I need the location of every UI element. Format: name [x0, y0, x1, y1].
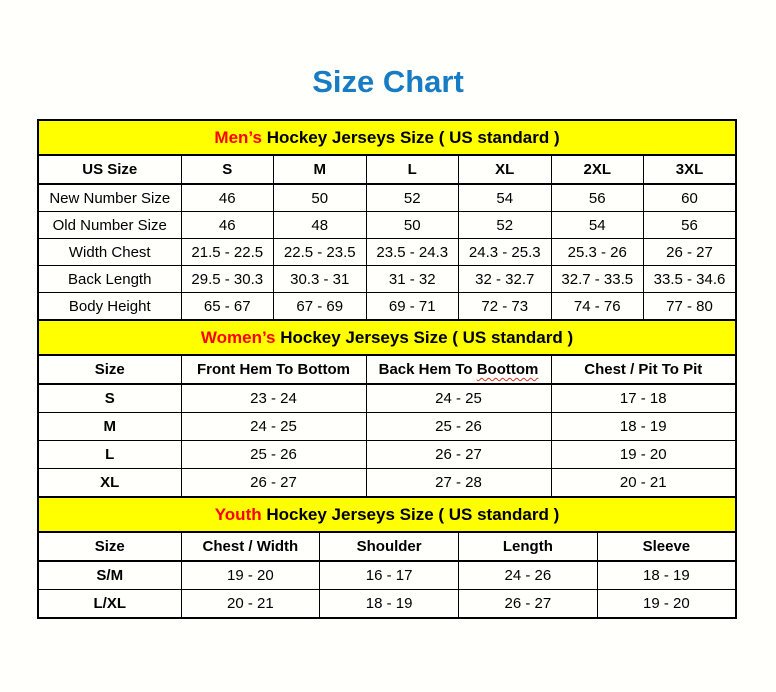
column-header: Chest / Width	[181, 532, 320, 561]
size-value-cell: 25 - 26	[181, 441, 366, 469]
size-value-cell: 54	[551, 212, 644, 239]
row-label: L/XL	[38, 590, 181, 619]
table-row	[38, 239, 736, 266]
size-value-cell: 26 - 27	[644, 239, 737, 266]
size-value-cell: 24.3 - 25.3	[459, 239, 552, 266]
size-value-cell: 50	[274, 184, 367, 212]
size-value-cell: 46	[181, 212, 274, 239]
mens-section-header	[38, 120, 736, 155]
row-label: New Number Size	[38, 184, 181, 212]
table-row	[38, 266, 736, 293]
table-row	[38, 293, 736, 321]
row-label: S	[38, 384, 181, 413]
table-row	[38, 384, 736, 413]
womens-column-header-row	[38, 355, 736, 384]
size-value-cell: 19 - 20	[597, 590, 736, 619]
size-value-cell: 30.3 - 31	[274, 266, 367, 293]
size-value-cell: 16 - 17	[320, 561, 459, 590]
youth-section-header-row	[38, 497, 736, 532]
size-value-cell: 25 - 26	[366, 413, 551, 441]
mens-section-header-row	[38, 120, 736, 155]
size-value-cell: 74 - 76	[551, 293, 644, 321]
column-header: Shoulder	[320, 532, 459, 561]
row-label: XL	[38, 469, 181, 498]
row-label: Back Length	[38, 266, 181, 293]
size-value-cell: 21.5 - 22.5	[181, 239, 274, 266]
youth-section-heading: Hockey Jerseys Size ( US standard )	[266, 504, 560, 524]
misspelled-word: Boottom	[476, 361, 539, 378]
size-value-cell: 26 - 27	[459, 590, 598, 619]
row-label: M	[38, 413, 181, 441]
size-value-cell: 32.7 - 33.5	[551, 266, 644, 293]
womens-size-table	[37, 319, 737, 498]
mens-section-label: Men’s	[214, 127, 262, 147]
womens-section-header	[38, 320, 736, 355]
size-value-cell: 24 - 25	[181, 413, 366, 441]
size-chart	[37, 119, 735, 619]
row-label: Old Number Size	[38, 212, 181, 239]
mens-column-header-row	[38, 155, 736, 184]
size-value-cell: 56	[551, 184, 644, 212]
womens-section-label: Women’s	[200, 327, 276, 347]
size-value-cell: 26 - 27	[366, 441, 551, 469]
column-header: Length	[459, 532, 598, 561]
column-header-text: Back Hem To	[378, 361, 473, 378]
womens-section-heading: Hockey Jerseys Size ( US standard )	[280, 327, 574, 347]
womens-section-header-row	[38, 320, 736, 355]
mens-size-table	[37, 119, 737, 321]
size-value-cell: 56	[644, 212, 737, 239]
size-value-cell: 23 - 24	[181, 384, 366, 413]
size-value-cell: 19 - 20	[551, 441, 736, 469]
size-value-cell: 46	[181, 184, 274, 212]
youth-column-header-row	[38, 532, 736, 561]
table-row	[38, 590, 736, 619]
mens-section-heading: Hockey Jerseys Size ( US standard )	[266, 127, 560, 147]
size-value-cell: 52	[366, 184, 459, 212]
table-row	[38, 212, 736, 239]
row-label: Body Height	[38, 293, 181, 321]
table-row	[38, 413, 736, 441]
size-value-cell: 20 - 21	[181, 590, 320, 619]
size-value-cell: 25.3 - 26	[551, 239, 644, 266]
column-header: 2XL	[551, 155, 644, 184]
size-value-cell: 67 - 69	[274, 293, 367, 321]
size-value-cell: 50	[366, 212, 459, 239]
size-value-cell: 33.5 - 34.6	[644, 266, 737, 293]
size-value-cell: 20 - 21	[551, 469, 736, 498]
row-label: S/M	[38, 561, 181, 590]
column-header: Front Hem To Bottom	[181, 355, 366, 384]
table-row	[38, 469, 736, 498]
size-value-cell: 32 - 32.7	[459, 266, 552, 293]
size-value-cell: 60	[644, 184, 737, 212]
size-value-cell: 22.5 - 23.5	[274, 239, 367, 266]
row-label: L	[38, 441, 181, 469]
size-value-cell: 23.5 - 24.3	[366, 239, 459, 266]
youth-section-header	[38, 497, 736, 532]
table-row	[38, 184, 736, 212]
column-header: M	[274, 155, 367, 184]
size-value-cell: 18 - 19	[597, 561, 736, 590]
column-header: S	[181, 155, 274, 184]
column-header: Size	[38, 532, 181, 561]
table-row	[38, 561, 736, 590]
table-row	[38, 441, 736, 469]
size-value-cell: 18 - 19	[551, 413, 736, 441]
size-value-cell: 19 - 20	[181, 561, 320, 590]
size-value-cell: 26 - 27	[181, 469, 366, 498]
column-header: Sleeve	[597, 532, 736, 561]
size-value-cell: 27 - 28	[366, 469, 551, 498]
column-header	[366, 355, 551, 384]
youth-section-label: Youth	[214, 504, 262, 524]
column-header: 3XL	[644, 155, 737, 184]
row-label: Width Chest	[38, 239, 181, 266]
size-value-cell: 69 - 71	[366, 293, 459, 321]
size-value-cell: 65 - 67	[181, 293, 274, 321]
size-value-cell: 48	[274, 212, 367, 239]
size-value-cell: 24 - 25	[366, 384, 551, 413]
column-header: US Size	[38, 155, 181, 184]
size-value-cell: 31 - 32	[366, 266, 459, 293]
column-header: XL	[459, 155, 552, 184]
size-value-cell: 77 - 80	[644, 293, 737, 321]
youth-size-table	[37, 496, 737, 619]
page-title: Size Chart	[312, 64, 464, 99]
size-value-cell: 18 - 19	[320, 590, 459, 619]
size-value-cell: 52	[459, 212, 552, 239]
size-value-cell: 24 - 26	[459, 561, 598, 590]
size-value-cell: 72 - 73	[459, 293, 552, 321]
size-value-cell: 29.5 - 30.3	[181, 266, 274, 293]
column-header: Size	[38, 355, 181, 384]
column-header: Chest / Pit To Pit	[551, 355, 736, 384]
size-value-cell: 54	[459, 184, 552, 212]
column-header: L	[366, 155, 459, 184]
size-value-cell: 17 - 18	[551, 384, 736, 413]
